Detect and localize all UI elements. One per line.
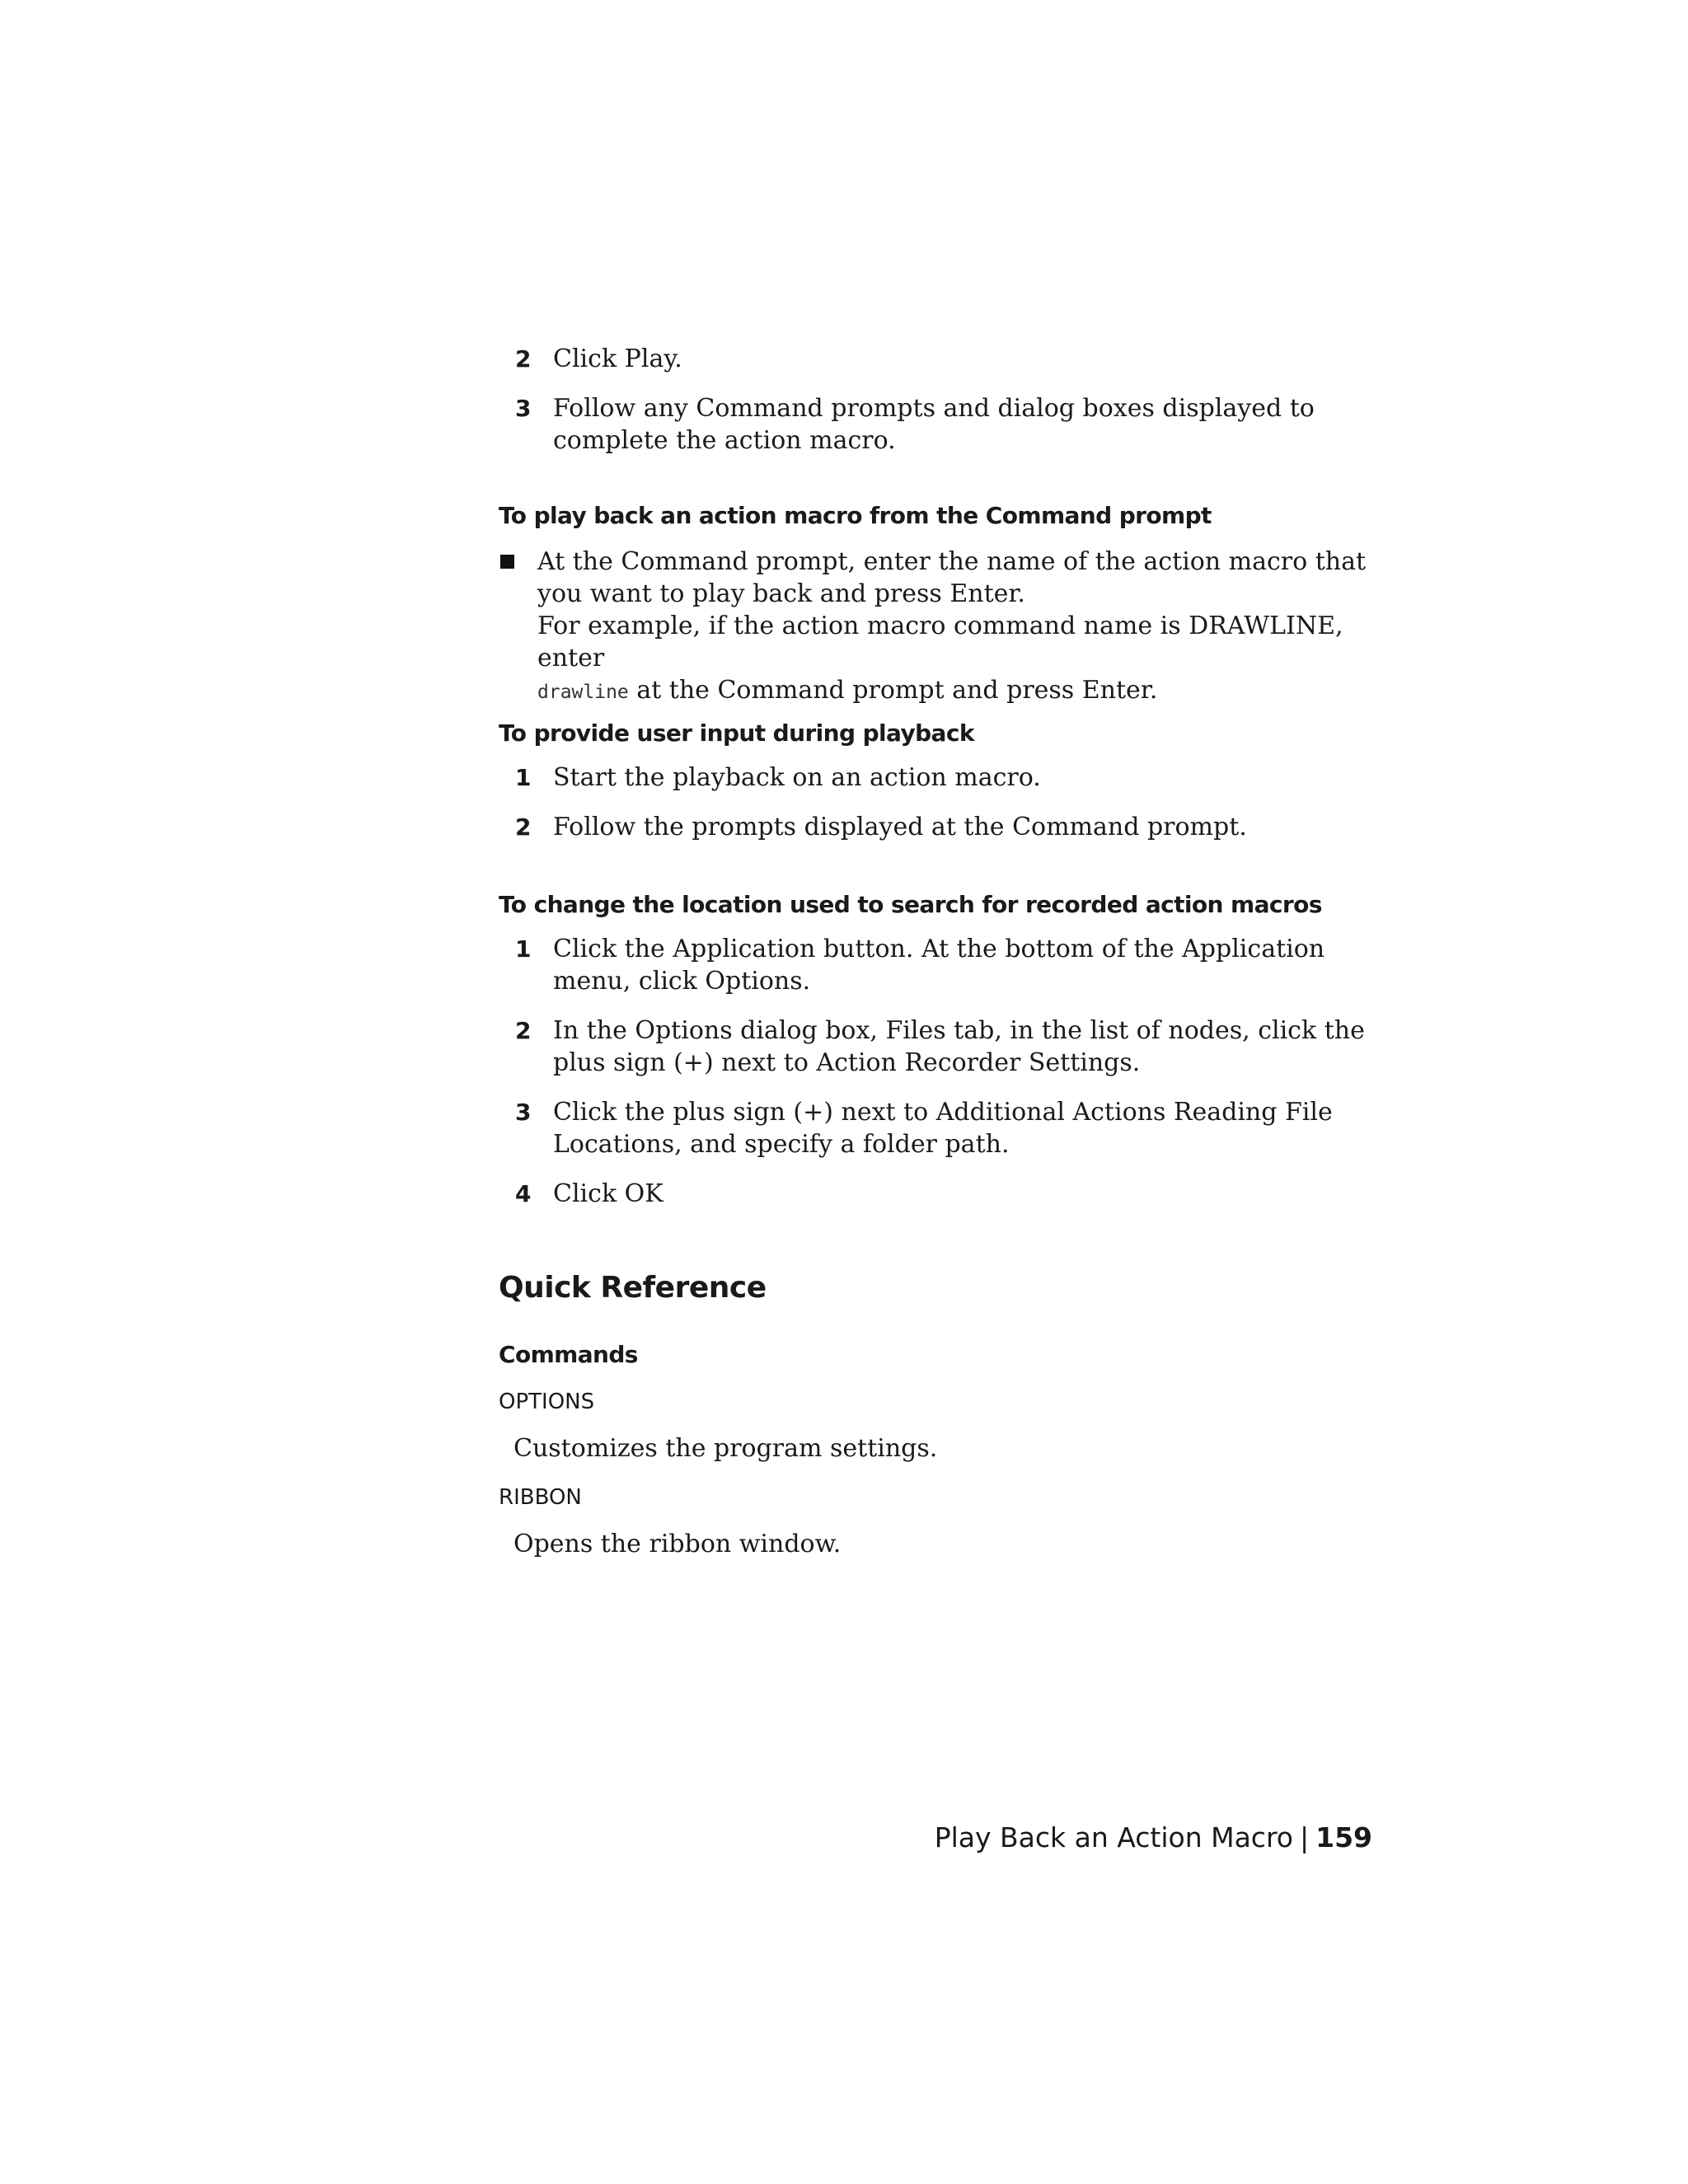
footer-title: Play Back an Action Macro bbox=[934, 1821, 1293, 1854]
page-number: 159 bbox=[1315, 1821, 1372, 1854]
procedure-heading: To change the location used to search for recorded action macros bbox=[499, 891, 1322, 918]
commands-heading: Commands bbox=[499, 1341, 638, 1368]
top-step-list bbox=[499, 343, 1372, 457]
page-footer bbox=[935, 1820, 1372, 1856]
command-name: RIBBON bbox=[499, 1485, 582, 1510]
numbered-step bbox=[499, 392, 1372, 457]
step-number: 2 bbox=[515, 1017, 532, 1044]
command-description: Customizes the program settings. bbox=[513, 1434, 938, 1463]
section-heading: Quick Reference bbox=[499, 1271, 767, 1305]
command-description: Opens the ribbon window. bbox=[513, 1530, 842, 1558]
numbered-step bbox=[499, 933, 1372, 997]
step-text: Follow the prompts displayed at the Command prompt. bbox=[553, 813, 1247, 841]
document-page bbox=[499, 0, 1372, 2184]
numbered-step bbox=[499, 1178, 1372, 1210]
step-text: Follow any Command prompts and dialog boxes displayed to complete the action macro. bbox=[553, 394, 1315, 455]
numbered-step bbox=[499, 343, 1372, 375]
bullet-example bbox=[537, 610, 1411, 709]
step-text: Click the plus sign (+) next to Additional Actions Reading File Locations, and specify a folder path. bbox=[553, 1098, 1333, 1159]
step-text: Click the Application button. At the bottom of the Application menu, click Options. bbox=[553, 935, 1325, 996]
numbered-step bbox=[499, 762, 1372, 794]
bullet-text: At the Command prompt, enter the name of the action macro that you want to play back and press Enter. bbox=[537, 547, 1367, 608]
step-number: 3 bbox=[515, 1099, 532, 1126]
command-name: OPTIONS bbox=[499, 1390, 595, 1414]
step-number: 1 bbox=[515, 764, 532, 791]
numbered-step bbox=[499, 811, 1372, 843]
square-bullet-icon bbox=[500, 555, 514, 569]
step-text: Start the playback on an action macro. bbox=[553, 763, 1041, 792]
step-number: 1 bbox=[515, 935, 532, 963]
numbered-step bbox=[499, 1096, 1372, 1160]
procedure-heading: To play back an action macro from the Command prompt bbox=[499, 502, 1212, 529]
procedure-heading: To provide user input during playback bbox=[499, 719, 974, 747]
step-number: 3 bbox=[515, 395, 532, 422]
step-text: In the Options dialog box, Files tab, in the list of nodes, click the plus sign (+) next to Action Recorder Settings. bbox=[553, 1016, 1365, 1077]
step-number: 4 bbox=[515, 1180, 532, 1207]
example-text: For example, if the action macro command name is DRAWLINE, enter bbox=[537, 612, 1343, 673]
user-input-step-list bbox=[499, 762, 1372, 843]
step-number: 2 bbox=[515, 345, 532, 373]
example-code: drawline bbox=[537, 682, 629, 703]
step-number: 2 bbox=[515, 813, 532, 841]
location-step-list bbox=[499, 933, 1372, 1210]
bullet-item bbox=[499, 546, 1411, 709]
footer-separator: | bbox=[1299, 1821, 1310, 1854]
step-text: Click Play. bbox=[553, 344, 682, 373]
numbered-step bbox=[499, 1015, 1372, 1079]
step-text: Click OK bbox=[553, 1179, 663, 1208]
example-text-end: at the Command prompt and press Enter. bbox=[628, 676, 1158, 705]
